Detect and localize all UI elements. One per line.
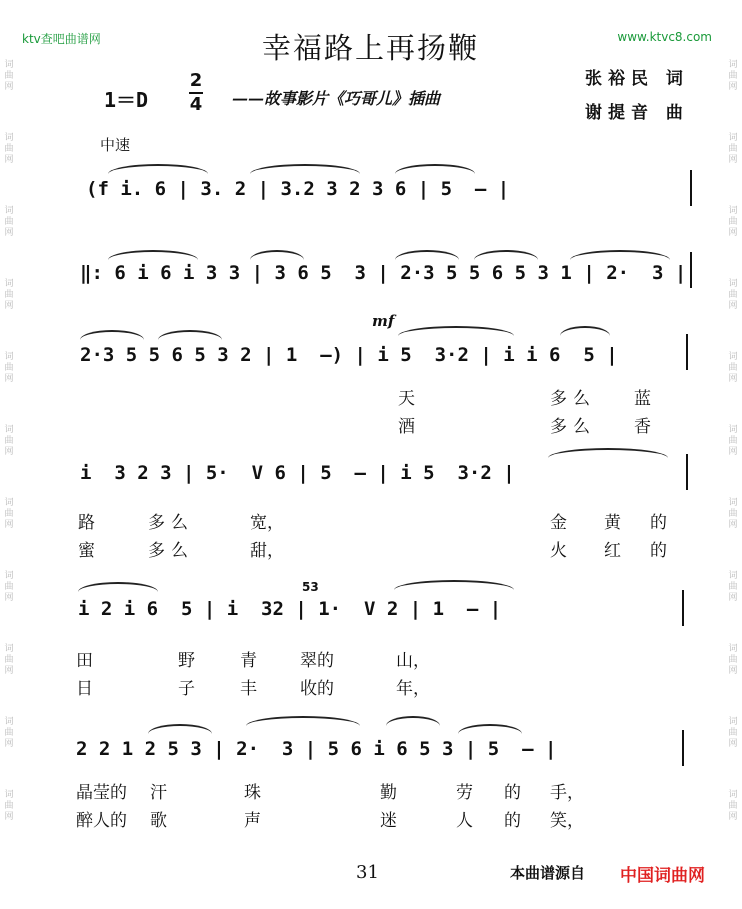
time-denominator: 4 (189, 94, 203, 115)
lyric-v2-l6d: 迷 (380, 811, 397, 831)
side-watermark-right (726, 0, 740, 909)
side-text: 词曲网 (4, 279, 14, 311)
lyric-v2-l6g: 笑， (550, 811, 584, 831)
lyric-v2-l5b: 子 (178, 679, 195, 699)
lyric-v2-l3a: 酒 (398, 417, 415, 437)
lyric-v2-l6f: 的 (504, 811, 521, 831)
lyric-v2-l4e: 红 (604, 541, 621, 561)
slur (458, 724, 522, 734)
slur (570, 250, 670, 260)
side-text: 词曲网 (4, 498, 14, 530)
side-text: 词曲网 (4, 571, 14, 603)
lyric-v2-l3c: 香 (634, 417, 651, 437)
dynamic-marking: mf (372, 312, 395, 330)
lyric-v1-l6e: 劳 (456, 783, 473, 803)
lyric-v1-l6g: 手， (550, 783, 584, 803)
side-text: 词曲网 (728, 60, 738, 92)
slur (148, 724, 212, 734)
slur (250, 164, 360, 174)
side-text: 词曲网 (4, 425, 14, 457)
barline (690, 252, 692, 288)
slur (548, 448, 668, 458)
score-line-4: i 3 2 3 | 5· V 6 | 5 — | i 5 3·2 | (80, 462, 515, 484)
side-watermark-left (2, 0, 16, 909)
lyric-v1-l4e: 黄 (604, 513, 621, 533)
slur (108, 164, 208, 174)
lyric-v1-l4b: 多么 (148, 513, 194, 533)
side-text: 词曲网 (4, 790, 14, 822)
lyric-v1-l6d: 勤 (380, 783, 397, 803)
side-text: 词曲网 (4, 133, 14, 165)
side-text: 词曲网 (728, 425, 738, 457)
lyric-v1-l5e: 山， (396, 651, 430, 671)
slur (395, 250, 459, 260)
slur (158, 330, 222, 340)
lyric-v1-l3a: 天 (398, 389, 415, 409)
slur (395, 164, 475, 174)
slur (250, 250, 304, 260)
lyric-v2-l4b: 多么 (148, 541, 194, 561)
slur (78, 582, 158, 592)
side-text: 词曲网 (728, 206, 738, 238)
slur (80, 330, 144, 340)
lyric-v2-l4a: 蜜 (78, 541, 95, 561)
score-line-2: ‖: 6 i 6 i 3 3 | 3 6 5 3 | 2·3 5 5 6 5 3 1 | 2· 3 | (80, 262, 687, 284)
barline (686, 334, 688, 370)
lyric-v1-l5c: 青 (240, 651, 257, 671)
song-title: 幸福路上再扬鞭 (262, 31, 480, 65)
barline (690, 170, 692, 206)
time-signature (186, 70, 206, 116)
lyric-v1-l6b: 汗 (150, 783, 167, 803)
subtitle: ——故事影片《巧哥儿》插曲 (232, 89, 441, 108)
side-text: 词曲网 (728, 133, 738, 165)
lyric-v2-l5c: 丰 (240, 679, 257, 699)
lyric-v1-l3b: 多么 (550, 389, 596, 409)
lyric-v1-l6a: 晶莹的 (76, 783, 127, 803)
lyric-v2-l6e: 人 (456, 811, 473, 831)
slur (560, 326, 610, 336)
side-text: 词曲网 (728, 571, 738, 603)
side-text: 词曲网 (728, 352, 738, 384)
slur (108, 250, 198, 260)
lyric-v2-l4f: 的 (650, 541, 667, 561)
key-signature: 1＝D (104, 88, 149, 112)
tempo-marking: 中速 (100, 136, 131, 154)
slur (474, 250, 538, 260)
side-text: 词曲网 (728, 717, 738, 749)
grace-note: 53 (302, 580, 319, 594)
side-text: 词曲网 (728, 644, 738, 676)
side-text: 词曲网 (4, 60, 14, 92)
watermark-top-right: www.ktvc8.com (617, 30, 712, 44)
side-text: 词曲网 (728, 498, 738, 530)
composer-credit: 谢提音 曲 (585, 103, 689, 123)
slur (394, 580, 514, 590)
page-number: 31 (356, 862, 379, 883)
time-numerator: 2 (189, 70, 203, 91)
lyric-v1-l4d: 金 (550, 513, 567, 533)
side-text: 词曲网 (4, 206, 14, 238)
barline (682, 730, 684, 766)
slur (386, 716, 440, 726)
lyric-v2-l3b: 多么 (550, 417, 596, 437)
lyric-v1-l6f: 的 (504, 783, 521, 803)
lyric-v1-l6c: 珠 (244, 783, 261, 803)
barline (682, 590, 684, 626)
score-line-5: i 2 i 6 5 | i 32 | 1· V 2 | 1 — | (78, 598, 502, 620)
side-text: 词曲网 (728, 279, 738, 311)
lyric-v1-l5b: 野 (178, 651, 195, 671)
lyric-v2-l6c: 声 (244, 811, 261, 831)
lyric-v2-l4d: 火 (550, 541, 567, 561)
lyric-v2-l4c: 甜， (250, 541, 284, 561)
lyric-v2-l6b: 歌 (150, 811, 167, 831)
lyric-v2-l5e: 年， (396, 679, 430, 699)
score-line-6: 2 2 1 2 5 3 | 2· 3 | 5 6 i 6 5 3 | 5 — | (76, 738, 557, 760)
lyric-v1-l4a: 路 (78, 513, 95, 533)
lyric-v1-l4f: 的 (650, 513, 667, 533)
score-line-1: (f i. 6 | 3. 2 | 3.2 3 2 3 6 | 5 — | (86, 178, 510, 200)
lyric-v2-l6a: 醉人的 (76, 811, 127, 831)
score-line-3: 2·3 5 5 6 5 3 2 | 1 —) | i 5 3·2 | i i 6 5 | (80, 344, 618, 366)
lyric-v1-l5d: 翠的 (300, 651, 334, 671)
slur (398, 326, 514, 336)
side-text: 词曲网 (4, 717, 14, 749)
barline (686, 454, 688, 490)
side-text: 词曲网 (4, 644, 14, 676)
slur (246, 716, 360, 726)
watermark-top-left: ktv查吧曲谱网 (22, 32, 101, 46)
lyric-v1-l5a: 田 (76, 651, 93, 671)
lyric-v1-l3c: 蓝 (634, 389, 651, 409)
source-label: 本曲谱源自 (510, 864, 586, 882)
lyric-v2-l5d: 收的 (300, 679, 334, 699)
lyricist-credit: 张裕民 词 (585, 69, 689, 89)
side-text: 词曲网 (4, 352, 14, 384)
lyric-v1-l4c: 宽， (250, 513, 284, 533)
source-site-link[interactable]: 中国词曲网 (620, 866, 705, 886)
lyric-v2-l5a: 日 (76, 679, 93, 699)
side-text: 词曲网 (728, 790, 738, 822)
